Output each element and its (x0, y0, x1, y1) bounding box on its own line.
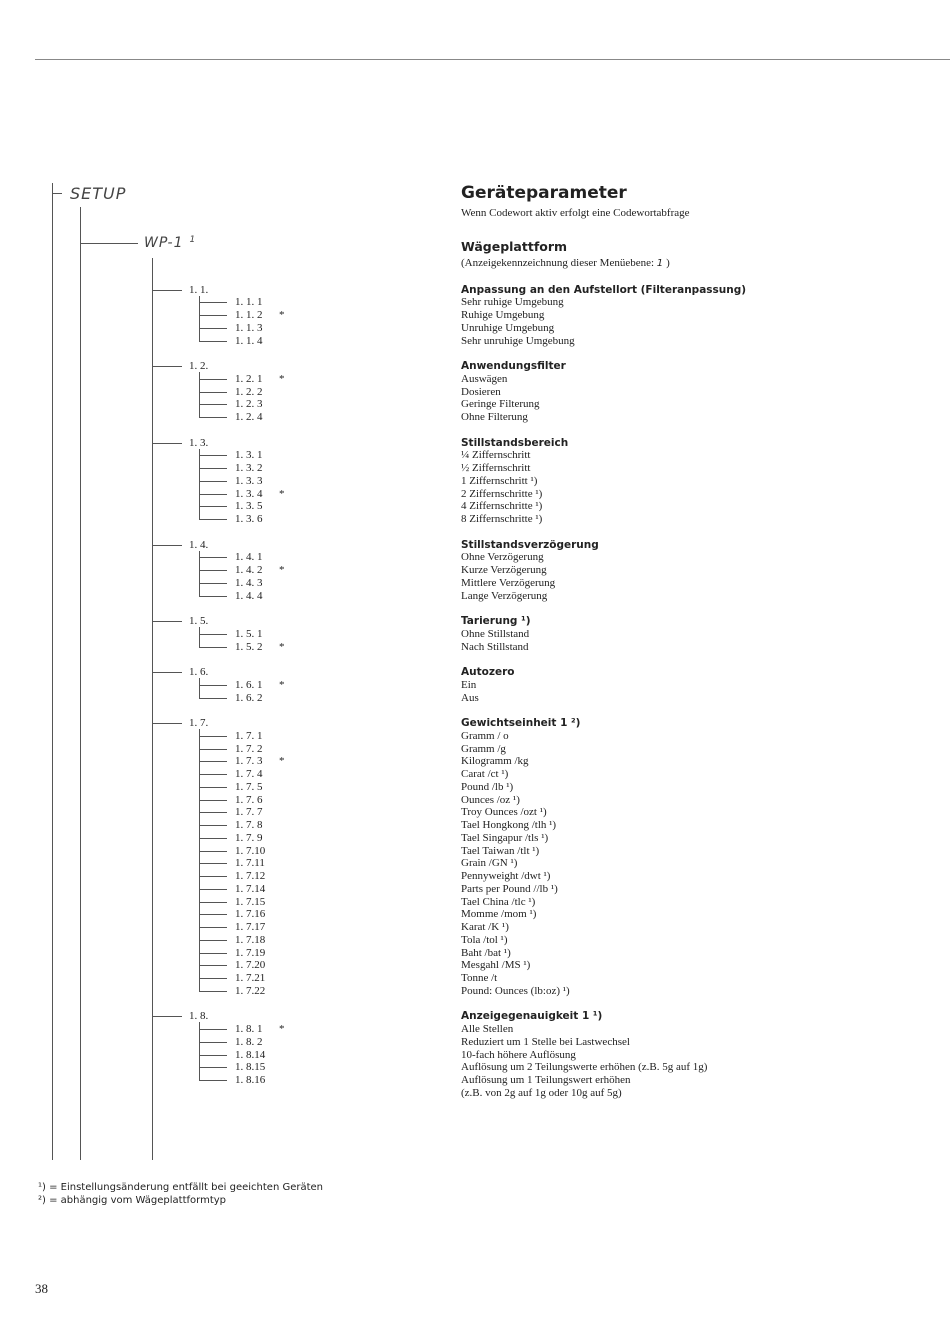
tree-branch-item (199, 825, 227, 826)
tree-branch-item (199, 927, 227, 928)
item-code: 1. 7. 4 (235, 768, 263, 780)
tree-branch-item (199, 800, 227, 801)
group-code: 1. 8. (189, 1010, 209, 1022)
tree-branch-group (152, 1016, 182, 1017)
group-code: 1. 1. (189, 284, 209, 296)
section-subtitle-text: (Anzeigekennzeichnung dieser Menüebene: (461, 257, 657, 269)
item-label: Kilogramm /kg (461, 755, 529, 767)
item-label: Carat /ct ¹) (461, 768, 509, 780)
tree-branch-item (199, 481, 227, 482)
item-label: Grain /GN ¹) (461, 857, 518, 869)
tree-branch-group (152, 443, 182, 444)
item-code: 1. 5. 2 (235, 641, 263, 653)
wp-display-code (144, 235, 196, 251)
tree-branch-item (199, 876, 227, 877)
default-marker: * (279, 564, 285, 576)
item-label: ¼ Ziffernschritt (461, 449, 531, 461)
tree-branch-item (199, 787, 227, 788)
item-code: 1. 4. 4 (235, 590, 263, 602)
item-label: 8 Ziffernschritte ¹) (461, 513, 543, 525)
default-marker: * (279, 488, 285, 500)
tree-branch-item (199, 863, 227, 864)
item-label: Parts per Pound //lb ¹) (461, 883, 558, 895)
tree-branch-wp (80, 243, 138, 244)
tree-line-level0 (52, 183, 53, 1160)
item-code: 1. 3. 3 (235, 475, 263, 487)
item-code: 1. 6. 1 (235, 679, 263, 691)
item-label: Gramm /g (461, 743, 506, 755)
tree-branch-item (199, 647, 227, 648)
item-label: Troy Ounces /ozt ¹) (461, 806, 547, 818)
item-code: 1. 7.20 (235, 959, 266, 971)
item-code: 1. 7.16 (235, 908, 266, 920)
item-code: 1. 7.19 (235, 947, 266, 959)
tree-branch-item (199, 953, 227, 954)
group-code: 1. 6. (189, 666, 209, 678)
section-title: Wägeplattform (461, 239, 568, 254)
tree-branch-item (199, 812, 227, 813)
group-title: Anzeigegenauigkeit 1 ¹) (461, 1010, 603, 1022)
tree-branch-item (199, 940, 227, 941)
tree-branch-item (199, 596, 227, 597)
tree-branch-item (199, 685, 227, 686)
group-code: 1. 4. (189, 539, 209, 551)
tree-branch-item (199, 1067, 227, 1068)
item-label: Alle Stellen (461, 1023, 514, 1035)
item-label: Baht /bat ¹) (461, 947, 511, 959)
item-label: 2 Ziffernschritte ¹) (461, 488, 543, 500)
tree-branch-item (199, 315, 227, 316)
item-label: Pound: Ounces (lb:oz) ¹) (461, 985, 570, 997)
item-label: Pound /lb ¹) (461, 781, 514, 793)
tree-branch-item (199, 838, 227, 839)
tree-line-items (199, 729, 200, 991)
item-code: 1. 7.21 (235, 972, 266, 984)
item-label: Nach Stillstand (461, 641, 529, 653)
default-marker: * (279, 309, 285, 321)
tree-branch-item (199, 965, 227, 966)
item-label-note: (z.B. von 2g auf 1g oder 10g auf 5g) (461, 1087, 622, 1099)
item-label: Sehr unruhige Umgebung (461, 335, 575, 347)
tree-branch-item (199, 761, 227, 762)
item-label: Tael Singapur /tls ¹) (461, 832, 549, 844)
tree-branch-item (199, 404, 227, 405)
item-label: Tonne /t (461, 972, 498, 984)
tree-branch-group (152, 545, 182, 546)
section-subtitle-code: 1 (656, 258, 664, 269)
tree-branch-group (152, 366, 182, 367)
item-code: 1. 7. 2 (235, 743, 263, 755)
item-code: 1. 7. 1 (235, 730, 263, 742)
item-code: 1. 7. 7 (235, 806, 263, 818)
item-code: 1. 5. 1 (235, 628, 263, 640)
item-code: 1. 7. 6 (235, 794, 263, 806)
item-code: 1. 8.15 (235, 1061, 266, 1073)
tree-branch-item (199, 1080, 227, 1081)
item-code: 1. 7.10 (235, 845, 266, 857)
section-subtitle-close: ) (666, 257, 670, 269)
item-code: 1. 3. 4 (235, 488, 263, 500)
tree-branch-item (199, 889, 227, 890)
item-code: 1. 2. 1 (235, 373, 263, 385)
item-code: 1. 7.18 (235, 934, 266, 946)
item-code: 1. 4. 3 (235, 577, 263, 589)
wp-code: WP-1 (144, 235, 184, 251)
tree-line-items (199, 1022, 200, 1080)
tree-branch-item (199, 1042, 227, 1043)
item-label: Auswägen (461, 373, 508, 385)
item-label: Reduziert um 1 Stelle bei Lastwechsel (461, 1036, 630, 1048)
item-code: 1. 4. 2 (235, 564, 263, 576)
item-label: Lange Verzögerung (461, 590, 548, 602)
tree-branch-group (152, 672, 182, 673)
tree-branch-setup (52, 193, 62, 194)
item-label: Dosieren (461, 386, 501, 398)
tree-line-items (199, 449, 200, 520)
tree-branch-item (199, 417, 227, 418)
item-code: 1. 2. 4 (235, 411, 263, 423)
tree-branch-group (152, 290, 182, 291)
section-subtitle (461, 257, 670, 270)
item-label: Tael China /tlc ¹) (461, 896, 536, 908)
tree-branch-item (199, 991, 227, 992)
tree-branch-item (199, 851, 227, 852)
setup-display-code: SETUP (70, 184, 127, 203)
item-label: Aus (461, 692, 479, 704)
item-label: Ohne Stillstand (461, 628, 530, 640)
tree-branch-item (199, 1029, 227, 1030)
tree-branch-item (199, 302, 227, 303)
item-code: 1. 7.11 (235, 857, 265, 869)
default-marker: * (279, 679, 285, 691)
tree-branch-item (199, 774, 227, 775)
item-code: 1. 8.16 (235, 1074, 266, 1086)
item-label: Tael Taiwan /tlt ¹) (461, 845, 540, 857)
tree-branch-item (199, 455, 227, 456)
default-marker: * (279, 373, 285, 385)
group-code: 1. 5. (189, 615, 209, 627)
tree-line-items (199, 627, 200, 647)
item-code: 1. 1. 3 (235, 322, 263, 334)
default-marker: * (279, 641, 285, 653)
item-code: 1. 7. 9 (235, 832, 263, 844)
page-title: Geräteparameter (461, 183, 627, 203)
item-label: Ounces /oz ¹) (461, 794, 520, 806)
item-code: 1. 2. 3 (235, 398, 263, 410)
item-code: 1. 2. 2 (235, 386, 263, 398)
group-title: Anwendungsfilter (461, 360, 566, 372)
item-code: 1. 6. 2 (235, 692, 263, 704)
item-code: 1. 7. 5 (235, 781, 263, 793)
item-code: 1. 7.12 (235, 870, 266, 882)
group-title: Anpassung an den Aufstellort (Filteranpassung) (461, 284, 747, 296)
tree-line-level2 (152, 258, 153, 1160)
tree-branch-item (199, 570, 227, 571)
item-label: Kurze Verzögerung (461, 564, 547, 576)
item-code: 1. 1. 2 (235, 309, 263, 321)
tree-branch-item (199, 978, 227, 979)
default-marker: * (279, 755, 285, 767)
tree-branch-item (199, 519, 227, 520)
item-code: 1. 1. 4 (235, 335, 263, 347)
item-code: 1. 4. 1 (235, 551, 263, 563)
item-label: Auflösung um 1 Teilungswert erhöhen (461, 1074, 631, 1086)
item-code: 1. 3. 1 (235, 449, 263, 461)
default-marker: * (279, 1023, 285, 1035)
group-code: 1. 7. (189, 717, 209, 729)
group-title: Stillstandsbereich (461, 437, 569, 449)
item-label: Karat /K ¹) (461, 921, 509, 933)
group-title: Stillstandsverzögerung (461, 539, 599, 551)
item-label: 4 Ziffernschritte ¹) (461, 500, 543, 512)
tree-branch-item (199, 1055, 227, 1056)
item-code: 1. 7.14 (235, 883, 266, 895)
item-label: Ohne Filterung (461, 411, 528, 423)
item-label: Auflösung um 2 Teilungswerte erhöhen (z.B. 5g auf 1g) (461, 1061, 708, 1073)
item-code: 1. 7.22 (235, 985, 266, 997)
item-code: 1. 1. 1 (235, 296, 263, 308)
tree-branch-item (199, 494, 227, 495)
item-label: Ruhige Umgebung (461, 309, 545, 321)
item-label: Momme /mom ¹) (461, 908, 537, 920)
tree-branch-group (152, 621, 182, 622)
tree-branch-item (199, 736, 227, 737)
tree-branch-item (199, 557, 227, 558)
item-code: 1. 8.14 (235, 1049, 266, 1061)
item-code: 1. 3. 5 (235, 500, 263, 512)
item-label: Mesgahl /MS ¹) (461, 959, 531, 971)
item-label: Mittlere Verzögerung (461, 577, 556, 589)
group-title: Tarierung ¹) (461, 615, 531, 627)
tree-branch-item (199, 902, 227, 903)
top-rule (35, 59, 950, 60)
item-code: 1. 8. 2 (235, 1036, 263, 1048)
tree-branch-item (199, 583, 227, 584)
page-number: 38 (35, 1281, 48, 1296)
item-label: ½ Ziffernschritt (461, 462, 531, 474)
item-label: Ohne Verzögerung (461, 551, 544, 563)
item-label: 1 Ziffernschritt ¹) (461, 475, 538, 487)
tree-line-level1 (80, 207, 81, 1160)
footnote-1: ¹) = Einstellungsänderung entfällt bei geeichten Geräten (38, 1182, 324, 1193)
item-label: 10-fach höhere Auflösung (461, 1049, 576, 1061)
item-code: 1. 8. 1 (235, 1023, 263, 1035)
group-code: 1. 2. (189, 360, 209, 372)
wp-code-sup: 1 (189, 235, 197, 245)
footnote-2: ²) = abhängig vom Wägeplattformtyp (38, 1195, 227, 1206)
tree-branch-item (199, 392, 227, 393)
tree-branch-item (199, 379, 227, 380)
group-code: 1. 3. (189, 437, 209, 449)
item-label: Tola /tol ¹) (461, 934, 508, 946)
item-label: Geringe Filterung (461, 398, 540, 410)
tree-branch-item (199, 328, 227, 329)
item-code: 1. 7.15 (235, 896, 266, 908)
tree-branch-item (199, 468, 227, 469)
item-code: 1. 7. 8 (235, 819, 263, 831)
item-code: 1. 7.17 (235, 921, 266, 933)
group-title: Autozero (461, 666, 515, 678)
tree-branch-group (152, 723, 182, 724)
item-label: Gramm / o (461, 730, 509, 742)
item-label: Pennyweight /dwt ¹) (461, 870, 551, 882)
item-code: 1. 3. 6 (235, 513, 263, 525)
item-label: Ein (461, 679, 477, 691)
tree-branch-item (199, 506, 227, 507)
tree-line-items (199, 678, 200, 698)
tree-branch-item (199, 749, 227, 750)
group-title: Gewichtseinheit 1 ²) (461, 717, 581, 729)
item-label: Tael Hongkong /tlh ¹) (461, 819, 557, 831)
item-code: 1. 7. 3 (235, 755, 263, 767)
tree-branch-item (199, 634, 227, 635)
page-subtitle: Wenn Codewort aktiv erfolgt eine Codewortabfrage (461, 207, 690, 219)
tree-branch-item (199, 914, 227, 915)
item-label: Sehr ruhige Umgebung (461, 296, 564, 308)
item-label: Unruhige Umgebung (461, 322, 555, 334)
tree-branch-item (199, 698, 227, 699)
item-code: 1. 3. 2 (235, 462, 263, 474)
tree-branch-item (199, 341, 227, 342)
